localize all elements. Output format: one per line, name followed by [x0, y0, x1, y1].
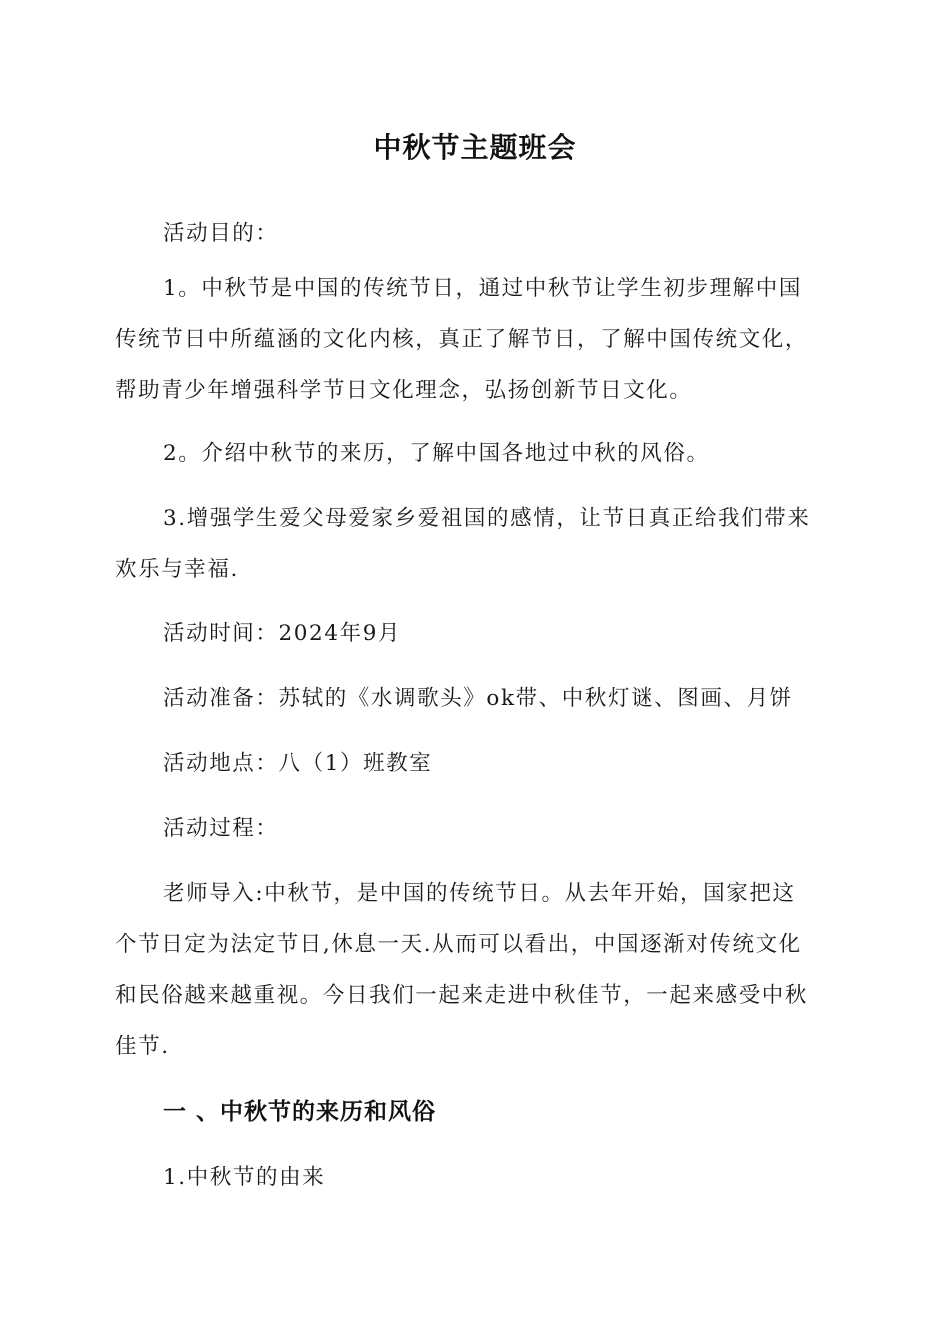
purpose-item-3	[115, 493, 837, 595]
purpose-item-2: 2。介绍中秋节的来历，了解中国各地过中秋的风俗。	[163, 441, 710, 466]
document-title: 中秋节主题班会	[373, 131, 577, 164]
paragraph-line: 帮助青少年增强科学节日文化理念，弘扬创新节日文化。	[115, 378, 693, 403]
activity-time: 活动时间：2024年9月	[163, 621, 402, 646]
teacher-intro	[115, 868, 837, 1072]
paragraph-line: 3.增强学生爱父母爱家乡爱祖国的感情，让节日真正给我们带来	[163, 506, 811, 531]
paragraph-line: 佳节.	[115, 1034, 170, 1059]
paragraph-line: 传统节日中所蕴涵的文化内核，真正了解节日，了解中国传统文化，	[115, 327, 809, 352]
purpose-item-1	[115, 263, 837, 416]
paragraph-line: 个节日定为法定节日,休息一天.从而可以看出，中国逐渐对传统文化	[115, 932, 802, 957]
purpose-label: 活动目的：	[163, 221, 279, 246]
paragraph-line: 欢乐与幸福.	[115, 557, 239, 582]
section-subheading: 1.中秋节的由来	[163, 1165, 326, 1190]
paragraph-line: 和民俗越来越重视。今日我们一起来走进中秋佳节，一起来感受中秋	[115, 983, 809, 1008]
paragraph-line: 老师导入:中秋节，是中国的传统节日。从去年开始，国家把这	[163, 881, 796, 906]
section-heading: 一 、中秋节的来历和风俗	[163, 1099, 437, 1125]
activity-location: 活动地点：八（1）班教室	[163, 751, 433, 776]
paragraph-line: 1。中秋节是中国的传统节日，通过中秋节让学生初步理解中国	[163, 276, 802, 301]
process-label: 活动过程：	[163, 816, 279, 841]
activity-preparation: 活动准备：苏轼的《水调歌头》ok带、中秋灯谜、图画、月饼	[163, 686, 793, 711]
